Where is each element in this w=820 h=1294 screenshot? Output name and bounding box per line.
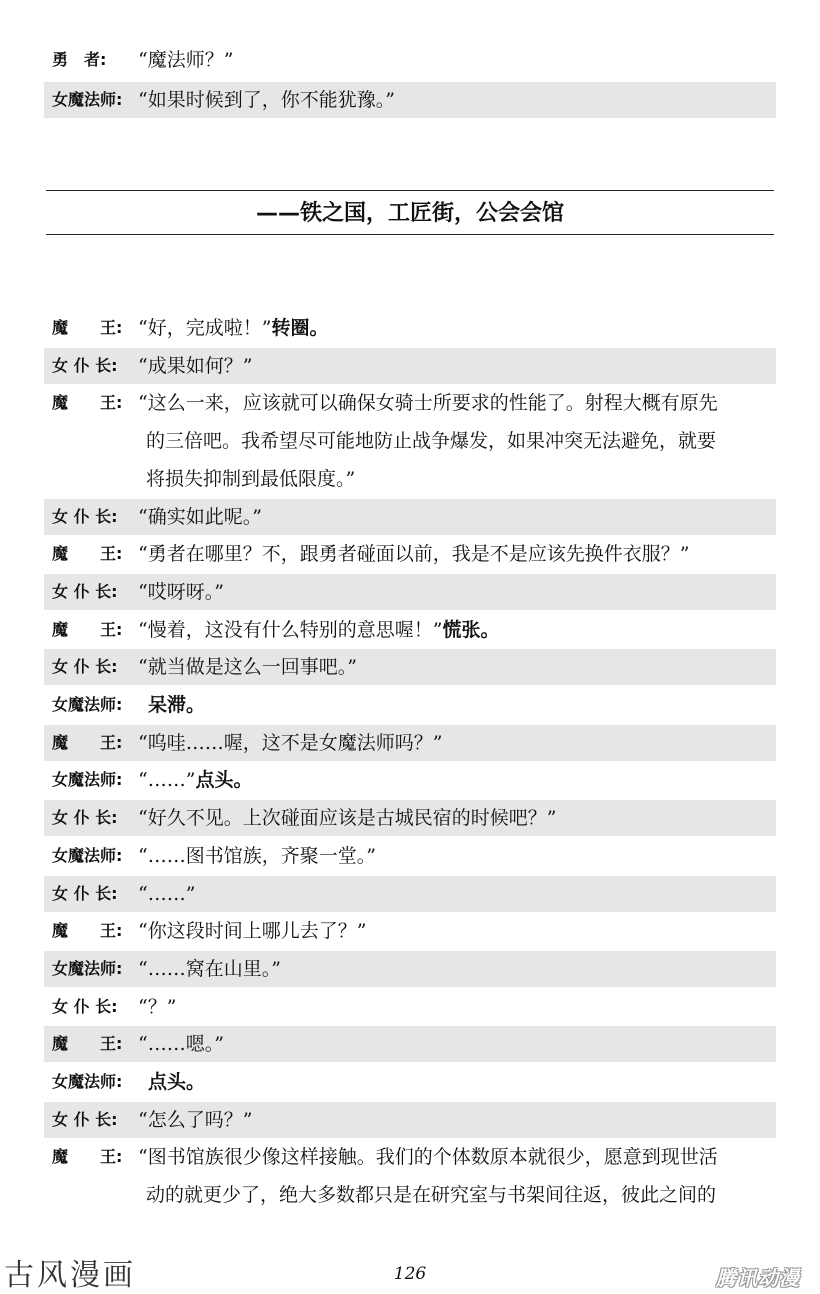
dialogue-line [44, 612, 776, 648]
dialogue-text: “……”点头。 [138, 769, 253, 791]
dialogue-line [44, 574, 776, 610]
dialogue-line [44, 649, 776, 685]
dialogue-line [44, 876, 776, 912]
dialogue-continuation: 的三倍吧。我希望尽可能地防止战争爆发，如果冲突无法避免，就要 [146, 430, 717, 452]
speaker-label: 魔 王: [52, 318, 123, 337]
speaker-label: 女魔法师: [52, 959, 123, 978]
speaker-label: 魔 王: [52, 544, 123, 563]
speaker-label: 魔 王: [52, 620, 123, 639]
dialogue-text: “……嗯。” [138, 1033, 224, 1055]
speaker-label: 魔 王: [52, 733, 123, 752]
stage-direction: 转圈。 [271, 317, 329, 339]
speaker-label: 女 仆 长: [52, 808, 118, 827]
dialogue-line [44, 1102, 776, 1138]
dialogue-line [44, 725, 776, 761]
speaker-label: 魔 王: [52, 1034, 123, 1053]
watermark-logo: 腾讯动漫 [716, 1266, 800, 1290]
dialogue-line [44, 536, 776, 572]
dialogue-text: “图书馆族很少像这样接触。我们的个体数原本就很少，愿意到现世活 [138, 1146, 718, 1168]
dialogue-line [44, 838, 776, 874]
section-title: ——铁之国，工匠街，公会会馆 [255, 201, 564, 226]
dialogue-line [44, 1026, 776, 1062]
dialogue-line [44, 762, 776, 798]
section-rule-bottom [46, 234, 774, 235]
dialogue-text: “……图书馆族，齐聚一堂。” [138, 845, 376, 867]
dialogue-text: “你这段时间上哪儿去了？” [138, 920, 367, 942]
speaker-label: 魔 王: [52, 393, 123, 412]
dialogue-text: “哎呀呀。” [138, 581, 224, 603]
speaker-label: 女 仆 长: [52, 507, 118, 526]
stage-direction: 慌张。 [442, 619, 500, 641]
dialogue-line [44, 687, 776, 723]
dialogue-text: “就当做是这么一回事吧。” [138, 656, 357, 678]
speaker-label: 女魔法师: [52, 846, 123, 865]
dialogue-line [44, 989, 776, 1025]
dialogue-text: “如果时候到了，你不能犹豫。” [138, 89, 395, 111]
page-number: 126 [393, 1264, 427, 1284]
dialogue-line [44, 1064, 776, 1100]
dialogue-line [44, 499, 776, 535]
dialogue-text: “魔法师？” [138, 49, 234, 71]
dialogue-text: “呜哇……喔，这不是女魔法师吗？” [138, 732, 443, 754]
dialogue-continuation: 动的就更少了，绝大多数都只是在研究室与书架间往返，彼此之间的 [146, 1184, 717, 1206]
dialogue-continuation: 将损失抑制到最低限度。” [146, 468, 356, 490]
section-rule-top [46, 190, 774, 191]
dialogue-text: “……” [138, 883, 196, 905]
speaker-label: 女魔法师: [52, 695, 123, 714]
dialogue-line [44, 913, 776, 949]
speaker-label: 女 仆 长: [52, 1110, 118, 1129]
dialogue-text: “……窝在山里。” [138, 958, 281, 980]
dialogue-text: “成果如何？” [138, 355, 253, 377]
dialogue-text: “好久不见。上次碰面应该是古城民宿的时候吧？” [138, 807, 557, 829]
speaker-label: 勇 者: [52, 50, 107, 69]
dialogue-line [44, 82, 776, 118]
dialogue-text: “这么一来，应该就可以确保女骑士所要求的性能了。射程大概有原先 [138, 392, 718, 414]
dialogue-line [44, 42, 776, 78]
speaker-label: 女魔法师: [52, 1072, 123, 1091]
dialogue-text [138, 1064, 776, 1100]
dialogue-text: “确实如此呢。” [138, 506, 262, 528]
speaker-label: 魔 王: [52, 921, 123, 940]
speaker-label: 女 仆 长: [52, 657, 118, 676]
dialogue-text [138, 687, 776, 723]
speaker-label: 女 仆 长: [52, 997, 118, 1016]
dialogue-line [44, 1139, 776, 1175]
speaker-label: 女 仆 长: [52, 356, 118, 375]
stage-direction: 呆滞。 [148, 694, 206, 716]
speaker-label: 女 仆 长: [52, 582, 118, 601]
dialogue-line [44, 348, 776, 384]
dialogue-text: “勇者在哪里？不，跟勇者碰面以前，我是不是应该先换件衣服？” [138, 543, 690, 565]
speaker-label: 女 仆 长: [52, 884, 118, 903]
dialogue-text: “怎么了吗？” [138, 1109, 253, 1131]
stage-direction: 点头。 [148, 1071, 206, 1093]
dialogue-line [44, 800, 776, 836]
dialogue-line [44, 951, 776, 987]
dialogue-line [44, 385, 776, 421]
dialogue-text: “好，完成啦！”转圈。 [138, 317, 329, 339]
publisher-logo: 古风漫画 [4, 1258, 136, 1293]
speaker-label: 魔 王: [52, 1147, 123, 1166]
dialogue-text: “？” [138, 996, 177, 1018]
speaker-label: 女魔法师: [52, 770, 123, 789]
stage-direction: 点头。 [195, 769, 253, 791]
speaker-label: 女魔法师: [52, 90, 123, 109]
dialogue-line [44, 310, 776, 346]
dialogue-text: “慢着，这没有什么特别的意思喔！”慌张。 [138, 619, 500, 641]
